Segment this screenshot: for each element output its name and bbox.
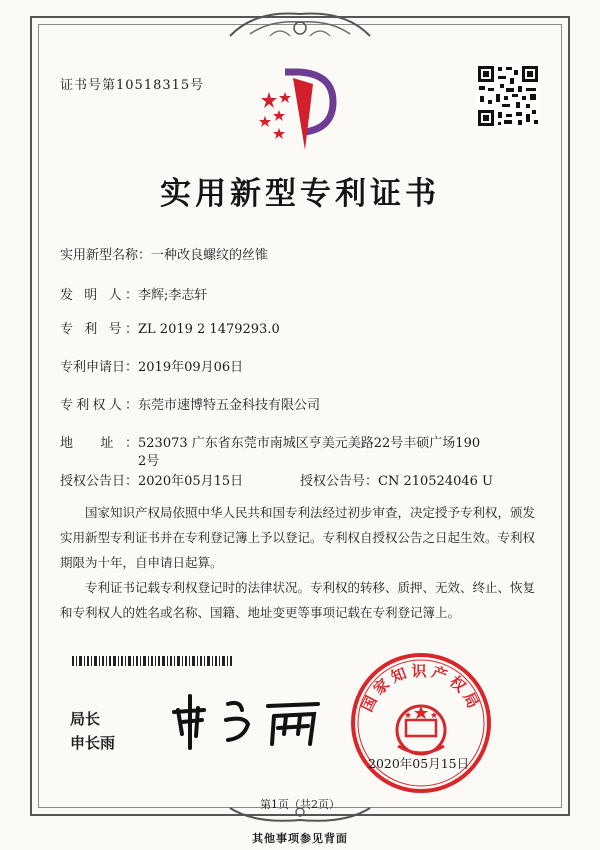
address-line1: 523073 广东省东莞市南城区亨美元美路22号丰硕广场190 — [138, 436, 481, 451]
address-line2: 2号 — [138, 454, 160, 469]
patentee-row — [60, 394, 320, 413]
footer-note: 其他事项参见背面 — [252, 832, 348, 845]
patentee-label: 专利权人： — [60, 398, 138, 413]
director-title: 局长 — [70, 710, 101, 728]
page-number: 第1页（共2页） — [260, 798, 340, 811]
certificate-number: 证书号第10518315号 — [60, 78, 205, 93]
statement-paragraph-1: 国家知识产权局依照中华人民共和国专利法经过初步审查，决定授予专利权，颁发实用新型专利证书并在专利登记簿上予以登记。专利权自授权公告之日起生效。专利权期限为十年，自申请日起算。 — [60, 505, 536, 570]
grant-row — [60, 470, 243, 489]
address-label: 地 址： — [60, 436, 138, 451]
svg-text:国家知识产权局: 国家知识产权局 — [357, 661, 485, 715]
grant-date-value: 2020年05月15日 — [138, 474, 244, 489]
filing-date-value: 2019年09月06日 — [138, 360, 244, 375]
qr-code — [476, 64, 540, 128]
patentee-value: 东莞市速博特五金科技有限公司 — [138, 398, 321, 413]
statement-paragraph-2: 专利证书记载专利权登记时的法律状况。专利权的转移、质押、无效、终止、恢复和专利权人的姓名或名称、国籍、地址变更等事项记载在专利登记簿上。 — [60, 580, 536, 620]
top-ornament — [210, 6, 390, 42]
seal-date: 2020年05月15日 — [368, 756, 470, 771]
filing-date-row — [60, 356, 243, 375]
certificate-statement — [60, 500, 540, 625]
grant-number-row — [300, 470, 493, 489]
grant-number-label: 授权公告号： — [300, 474, 379, 489]
director-name: 申长雨 — [70, 734, 116, 752]
director-signature — [168, 690, 348, 750]
grant-number-value: CN 210524046 U — [378, 474, 493, 489]
filing-date-label: 专利申请日： — [60, 360, 139, 375]
official-seal — [348, 650, 494, 796]
address-row — [60, 432, 480, 451]
patent-number-value: ZL 2019 2 1479293.0 — [138, 322, 280, 337]
inventor-row — [60, 284, 207, 303]
patent-number-row — [60, 318, 280, 337]
model-name-label: 实用新型名称： — [60, 248, 152, 263]
patent-number-label: 专 利 号： — [60, 322, 138, 337]
grant-date-label: 授权公告日： — [60, 474, 139, 489]
inventor-value: 李辉;李志轩 — [138, 288, 208, 303]
certificate-title: 实用新型专利证书 — [160, 176, 440, 212]
patent-office-logo — [255, 62, 345, 152]
inventor-label: 发 明 人： — [60, 288, 138, 303]
model-name-row — [60, 244, 268, 263]
model-name-value: 一种改良螺纹的丝锥 — [151, 248, 269, 263]
barcode — [72, 656, 232, 666]
